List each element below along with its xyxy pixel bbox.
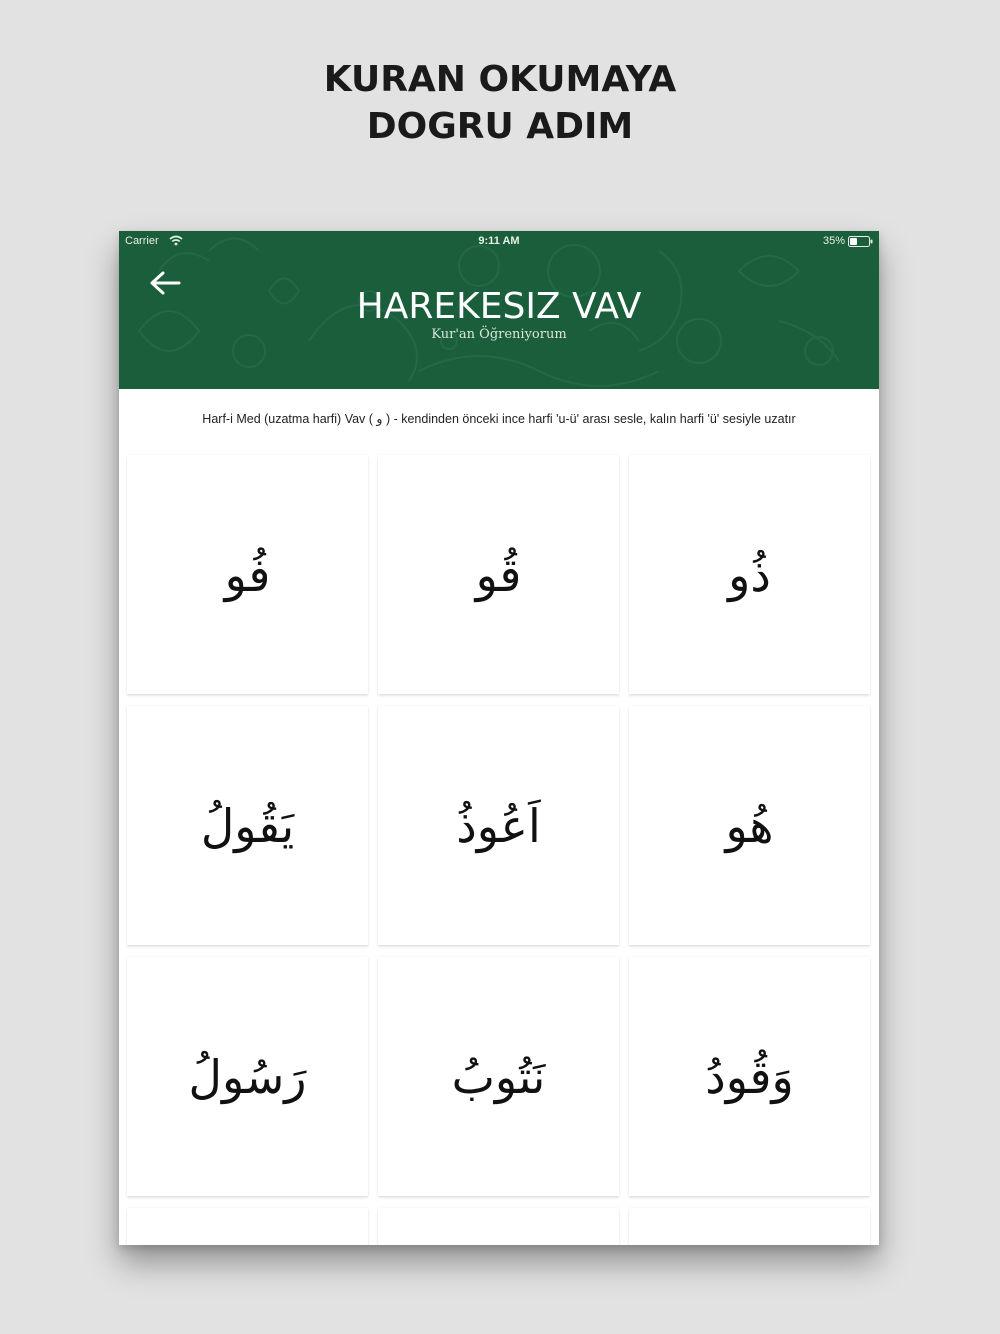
carrier-label: Carrier [125,235,159,247]
card-text: قُو [475,547,522,602]
card-text: اَعُوذُ [456,798,541,853]
letter-card[interactable] [629,1208,870,1245]
card-text: وَقُودُ [705,1049,794,1104]
clock: 9:11 AM [478,235,520,247]
battery-percent: 35% [822,235,845,247]
card-text: هُو [725,798,774,853]
letter-card[interactable] [127,957,368,1196]
letter-card[interactable] [378,706,619,945]
battery-icon [848,236,873,247]
letter-card[interactable] [378,455,619,694]
lesson-description: Harf-i Med (uzatma harfi) Vav ( و ) - kendinden önceki ince harfi 'u-ü' arası sesle, kalın harfi 'ü' sesiyle uzatır [202,412,796,426]
card-text: فُو [224,547,271,602]
card-text: رَسُولُ [188,1049,307,1104]
letter-card[interactable] [629,455,870,694]
app-screen [119,231,879,1245]
letter-card[interactable] [629,706,870,945]
promo-headline [0,56,1000,150]
status-bar [119,231,879,251]
letter-card[interactable] [127,455,368,694]
page-title: HAREKESIZ VAV [356,286,642,327]
header-bar [119,231,879,389]
letter-card[interactable] [629,957,870,1196]
page-subtitle: Kur'an Öğreniyorum [431,327,567,342]
letter-card[interactable] [127,1208,368,1245]
promo-line-1: KURAN OKUMAYA [323,59,677,100]
promo-line-2: DOGRU ADIM [366,106,634,147]
card-text: يَقُولُ [200,798,295,853]
letter-card[interactable] [378,1208,619,1245]
letter-card[interactable] [127,706,368,945]
letter-card[interactable] [378,957,619,1196]
card-text: نَتُوبُ [451,1049,546,1104]
card-text: ذُو [728,547,771,602]
